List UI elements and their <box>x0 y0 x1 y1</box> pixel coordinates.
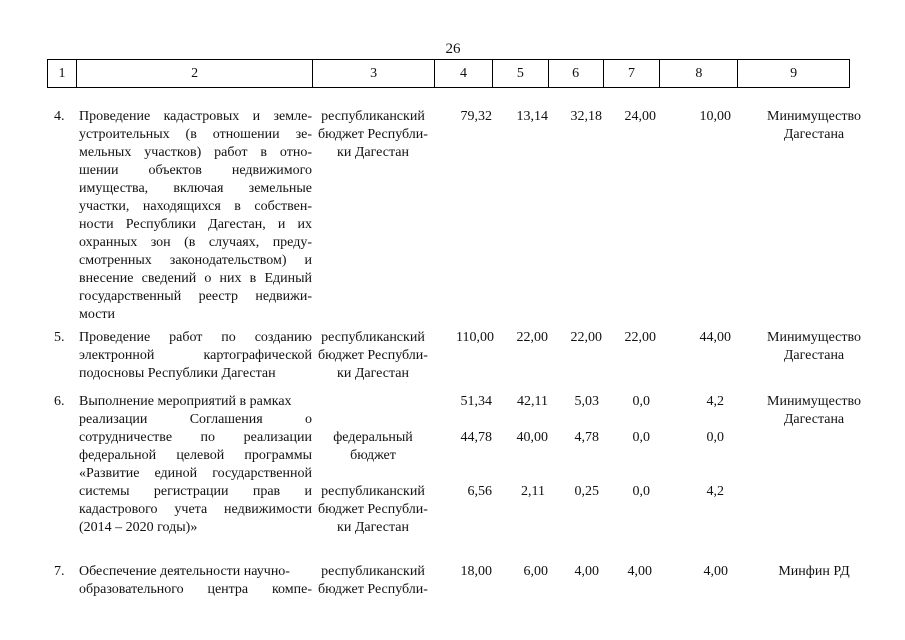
row-description-line: участки, находящихся в собствен- <box>79 199 312 214</box>
federal-col-6: 4,78 <box>574 430 599 445</box>
row-description-line: охранных зон (в случаях, преду- <box>79 235 312 250</box>
executor-line: Минфин РД <box>778 564 850 579</box>
federal-col-7: 0,0 <box>632 430 650 445</box>
executor-line: Дагестана <box>783 348 845 363</box>
executor-line: Минимущество <box>767 109 861 124</box>
row-description-line: Выполнение мероприятий в рамках <box>79 394 292 409</box>
row-description-line: образовательного центра компе- <box>79 582 312 597</box>
row-description-line: Обеспечение деятельности научно- <box>79 564 290 579</box>
value-col-4: 110,00 <box>456 330 494 345</box>
row-number: 4. <box>54 109 65 124</box>
row-description-line: реализации Соглашения о <box>79 412 312 427</box>
republic-col-5: 2,11 <box>521 484 545 499</box>
value-col-8: 4,00 <box>703 564 728 579</box>
table-header <box>47 59 850 88</box>
republic-col-7: 0,0 <box>632 484 650 499</box>
row-description-line: электронной картографической <box>79 348 312 363</box>
row-description-line: кадастрового учета недвижимости <box>79 502 312 517</box>
funding-source-line: федеральный <box>333 430 413 445</box>
executor-line: Минимущество <box>767 330 861 345</box>
funding-source-line: бюджет <box>350 448 396 463</box>
value-col-4: 18,00 <box>460 564 492 579</box>
funding-source-line: ки Дагестан <box>337 366 409 381</box>
row-description-line: устроительных (в отношении зе- <box>79 127 312 142</box>
funding-source-line: бюджет Республи- <box>318 502 428 517</box>
row-number: 5. <box>54 330 65 345</box>
row-description-line: внесение сведений о них в Единый <box>79 271 312 286</box>
total-col-6: 5,03 <box>574 394 599 409</box>
federal-col-5: 40,00 <box>516 430 548 445</box>
total-col-8: 4,2 <box>706 394 724 409</box>
row-description-line: Проведение кадастровых и земле- <box>79 109 312 124</box>
funding-source-line: ки Дагестан <box>337 145 409 160</box>
value-col-5: 13,14 <box>516 109 548 124</box>
row-description-line: «Развитие единой государственной <box>79 466 312 481</box>
row-description-line: мости <box>79 307 116 322</box>
federal-col-8: 0,0 <box>706 430 724 445</box>
total-col-5: 42,11 <box>517 394 548 409</box>
value-col-4: 79,32 <box>460 109 492 124</box>
row-description-line: ности Республики Дагестан, и их <box>79 217 312 232</box>
row-number: 7. <box>54 564 65 579</box>
value-col-7: 22,00 <box>624 330 656 345</box>
value-col-5: 6,00 <box>523 564 548 579</box>
row-description-line: государственный реестр недвижи- <box>79 289 312 304</box>
header-col-4: 4 <box>435 60 493 87</box>
total-col-7: 0,0 <box>632 394 650 409</box>
header-col-9: 9 <box>790 66 798 81</box>
header-col-6: 6 <box>549 60 604 87</box>
funding-source-line: бюджет Республи- <box>318 582 428 597</box>
funding-source-line: республиканский <box>321 330 425 345</box>
value-col-7: 24,00 <box>624 109 656 124</box>
header-col-1: 1 <box>48 60 77 87</box>
total-col-4: 51,34 <box>460 394 492 409</box>
republic-col-4: 6,56 <box>467 484 492 499</box>
funding-source-line: республиканский <box>321 109 425 124</box>
value-col-6: 22,00 <box>570 330 602 345</box>
value-col-8: 44,00 <box>699 330 731 345</box>
executor-line: Дагестана <box>783 412 845 427</box>
value-col-8: 10,00 <box>699 109 731 124</box>
value-col-6: 4,00 <box>574 564 599 579</box>
executor-line: Минимущество <box>767 394 861 409</box>
page-number: 26 <box>445 41 461 57</box>
value-col-5: 22,00 <box>516 330 548 345</box>
value-col-7: 4,00 <box>627 564 652 579</box>
row-description-line: сотрудничестве по реализации <box>79 430 312 445</box>
funding-source-line: республиканский <box>321 564 425 579</box>
header-col-2: 2 <box>77 60 313 87</box>
row-description-line: имущества, включая земельные <box>79 181 312 196</box>
header-col-7: 7 <box>604 60 661 87</box>
row-description-line: смотренных законодательством) и <box>79 253 312 268</box>
republic-col-8: 4,2 <box>706 484 724 499</box>
row-description-line: подосновы Республики Дагестан <box>79 366 276 381</box>
row-description-line: системы регистрации прав и <box>79 484 312 499</box>
row-number: 6. <box>54 394 65 409</box>
row-description-line: (2014 – 2020 годы)» <box>79 520 198 535</box>
header-col-5: 5 <box>493 60 549 87</box>
republic-col-6: 0,25 <box>574 484 599 499</box>
federal-col-4: 44,78 <box>460 430 492 445</box>
funding-source-line: ки Дагестан <box>337 520 409 535</box>
row-description-line: шении объектов недвижимого <box>79 163 312 178</box>
row-description-line: федеральной целевой программы <box>79 448 312 463</box>
header-col-3: 3 <box>313 60 435 87</box>
header-col-8: 8 <box>660 60 738 87</box>
row-description-line: Проведение работ по созданию <box>79 330 312 345</box>
value-col-6: 32,18 <box>570 109 602 124</box>
funding-source-line: бюджет Республи- <box>318 348 428 363</box>
funding-source-line: бюджет Республи- <box>318 127 428 142</box>
executor-line: Дагестана <box>783 127 845 142</box>
row-description-line: мельных участков) работ в отно- <box>79 145 312 160</box>
funding-source-line: республиканский <box>321 484 425 499</box>
